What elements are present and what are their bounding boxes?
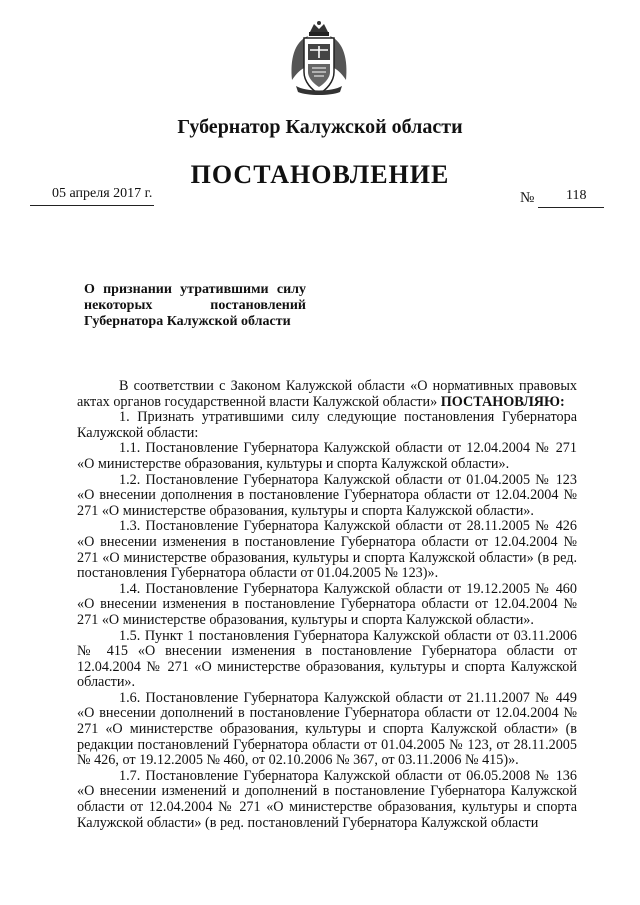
paragraph-item-1: 1. Признать утратившими силу следующие постановления Губернатора Калужской области: <box>77 409 577 441</box>
decree-word: ПОСТАНОВЛЯЮ: <box>440 393 565 410</box>
intro-text: В соответствии с Законом Калужской области «О нормативных правовых актах органов государственной власти Калужской области» <box>77 378 577 410</box>
subject-line: некоторых постановлений <box>84 298 306 313</box>
coat-of-arms-icon <box>286 20 352 98</box>
paragraph-item-1-1: 1.1. Постановление Губернатора Калужской области от 12.04.2004 № 271 «О министерстве образования, культуры и спорта Калужской области». <box>77 440 577 472</box>
paragraph-item-1-2: 1.2. Постановление Губернатора Калужской области от 01.04.2005 № 123 «О внесении дополнения в постановление Губернатора области от 12.04.2004 № 271 «О министерстве образования, культуры и спорта Калужской области». <box>77 471 577 519</box>
document-body <box>77 379 577 831</box>
paragraph-item-1-3: 1.3. Постановление Губернатора Калужской области от 28.11.2005 № 426 «О внесении изменения в постановление Губернатора области от 12.04.2004 № 271 «О министерстве образования, культуры и спорта Калужской области» (в ред. постановления Губернатора области от 01.04.2005 № 123)». <box>77 518 577 582</box>
document-date: 05 апреля 2017 г. <box>52 186 153 201</box>
document-subject <box>84 282 306 330</box>
paragraph-item-1-4: 1.4. Постановление Губернатора Калужской области от 19.12.2005 № 460 «О внесении изменения в постановление Губернатора области от 12.04.2004 № 271 «О министерстве образования, культуры и спорта Калужской области». <box>77 580 577 628</box>
number-underline <box>538 207 604 208</box>
subject-line: Губернатора Калужской области <box>84 314 291 329</box>
document-type-title: ПОСТАНОВЛЕНИЕ <box>190 160 450 189</box>
date-underline <box>30 205 154 206</box>
paragraph-item-1-6: 1.6. Постановление Губернатора Калужской области от 21.11.2007 № 449 «О внесении дополнений в постановление Губернатора области от 12.04.2004 № 271 «О министерстве образования, культуры и спорта Калужской области» (в редакции постановлений Губернатора области от 01.04.2005 № 123, от 28.11.2005 № 426, от 19.12.2005 № 460, от 02.10.2006 № 367, от 03.11.2006 № 415)». <box>77 689 577 769</box>
number-sign: № <box>520 190 535 206</box>
paragraph-item-1-7: 1.7. Постановление Губернатора Калужской области от 06.05.2008 № 136 «О внесении изменений и дополнений в постановление Губернатора Калужской области от 12.04.2004 № 271 «О министерстве образования, культуры и спорта Калужской области» (в ред. постановлений Губернатора Калужской области <box>77 767 577 831</box>
intro-paragraph <box>77 379 577 410</box>
subject-line: О признании утратившими силу <box>84 282 306 297</box>
governor-heading: Губернатор Калужской области <box>177 116 463 138</box>
paragraph-item-1-5: 1.5. Пункт 1 постановления Губернатора Калужской области от 03.11.2006 № 415 «О внесении изменения в постановление Губернатора области от 12.04.2004 № 271 «О министерстве образования, культуры и спорта Калужской области». <box>77 627 577 691</box>
document-number: 118 <box>566 188 587 203</box>
